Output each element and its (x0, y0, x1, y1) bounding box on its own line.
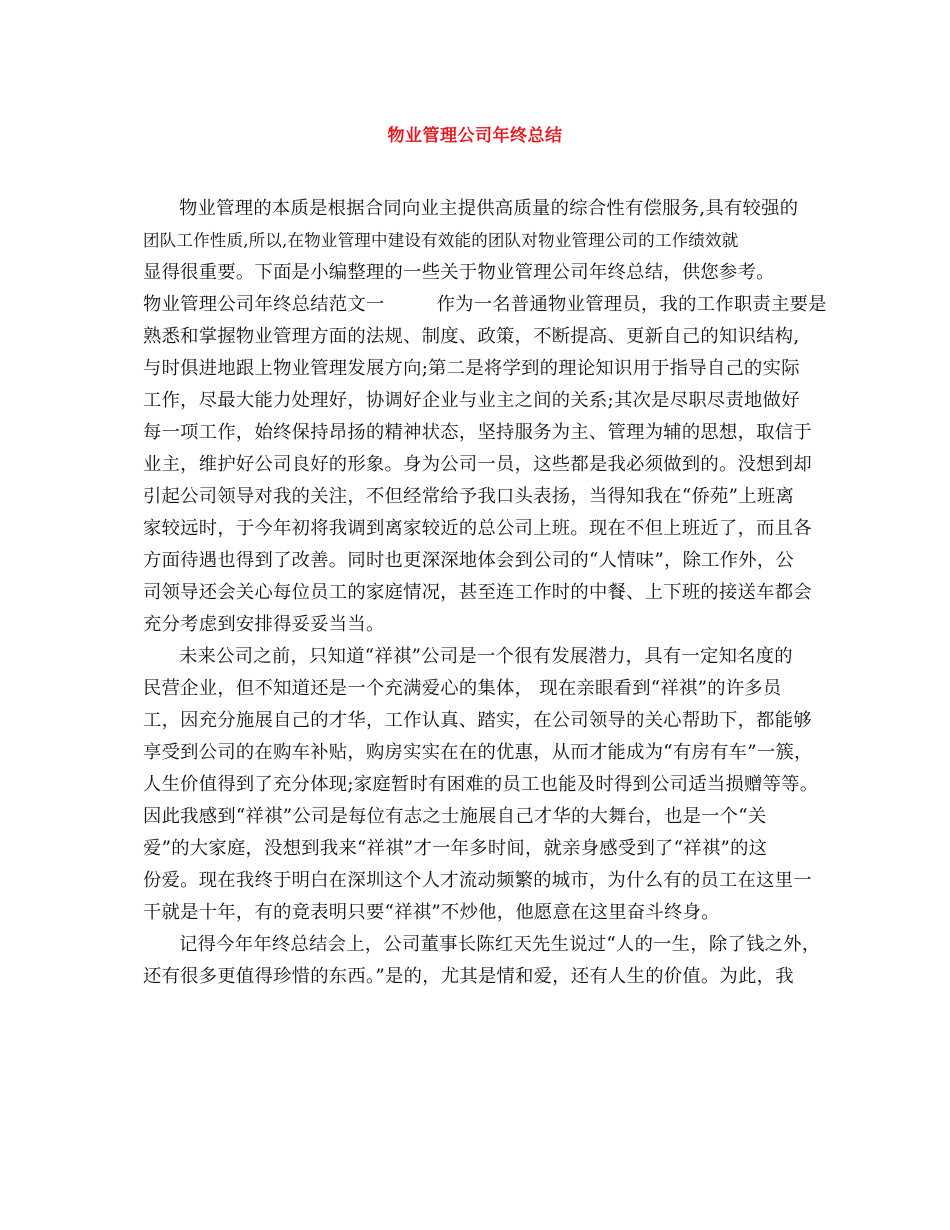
paragraph-line: 未来公司之前，只知道“祥祺”公司是一个很有发展潜力，具有一定知名度的 (179, 646, 793, 667)
paragraph-line: 享受到公司的在购车补贴，购房实实在在的优惠，从而才能成为“有房有车”一簇， (143, 742, 813, 763)
paragraph-line: 记得今年年终总结会上，公司董事长陈红天先生说过“人的一生，除了钱之外， (179, 934, 821, 955)
paragraph-line: 工，因充分施展自己的才华，工作认真、踏实，在公司领导的关心帮助下，都能够 (143, 710, 812, 731)
paragraph-line: 方面待遇也得到了改善。同时也更深深地体会到公司的“人情味”，除工作外，公 (143, 550, 795, 571)
paragraph-line: 充分考虑到安排得妥妥当当。 (143, 614, 385, 635)
paragraph-line: 家较远时，于今年初将我调到离家较近的总公司上班。现在不但上班近了，而且各 (143, 518, 812, 539)
document-title: 物业管理公司年终总结 (387, 126, 563, 146)
paragraph-line: 团队工作性质,所以,在物业管理中建设有效能的团队对物业管理公司的工作绩效就 (143, 231, 739, 250)
paragraph-line: 每一项工作，始终保持昂扬的精神状态，坚持服务为主、管理为辅的思想，取信于 (143, 422, 812, 443)
paragraph-line: 与时俱进地跟上物业管理发展方向;第二是将学到的理论知识用于指导自己的实际 (143, 358, 800, 379)
paragraph-line: 份爱。现在我终于明白在深圳这个人才流动频繁的城市，为什么有的员工在这里一 (143, 870, 812, 891)
paragraph-line (143, 289, 827, 321)
paragraph-line: 因此我感到“祥祺”公司是每位有志之士施展自己才华的大舞台，也是一个“关 (143, 806, 767, 827)
paragraph-line: 业主，维护好公司良好的形象。身为公司一员，这些都是我必须做到的。没想到却 (143, 454, 812, 475)
paragraph-line: 还有很多更值得珍惜的东西。”是的，尤其是情和爱，还有人生的价值。为此，我 (143, 966, 794, 987)
section-heading: 物业管理公司年终总结范文一 (143, 294, 385, 315)
paragraph-line-text: 作为一名普通物业管理员，我的工作职责主要是 (436, 294, 827, 315)
paragraph-line: 人生价值得到了充分体现;家庭暂时有困难的员工也能及时得到公司适当损赠等等。 (143, 774, 819, 795)
paragraph-line: 引起公司领导对我的关注，不但经常给予我口头表扬，当得知我在“侨苑”上班离 (143, 486, 795, 507)
document-body (143, 193, 827, 993)
paragraph-line: 熟悉和掌握物业管理方面的法规、制度、政策，不断提高、更新自己的知识结构, (143, 326, 800, 347)
paragraph-line: 司领导还会关心每位员工的家庭情况，甚至连工作时的中餐、上下班的接送车都会 (143, 582, 812, 603)
paragraph-line: 干就是十年，有的竟表明只要“祥祺”不炒他，他愿意在这里奋斗终身。 (143, 902, 720, 923)
paragraph-line: 民营企业，但不知道还是一个充满爱心的集体， 现在亲眼看到“祥祺”的许多员 (143, 678, 782, 699)
paragraph-line: 爱”的大家庭，没想到我来“祥祺”才一年多时间，就亲身感受到了“祥祺”的这 (143, 838, 768, 859)
paragraph-line: 显得很重要。下面是小编整理的一些关于物业管理公司年终总结，供您参考。 (143, 262, 775, 283)
paragraph-line: 物业管理的本质是根据合同向业主提供高质量的综合性有偿服务,具有较强的 (179, 198, 799, 219)
paragraph-line: 工作，尽最大能力处理好，协调好企业与业主之间的关系;其次是尽职尽责地做好 (143, 390, 800, 411)
